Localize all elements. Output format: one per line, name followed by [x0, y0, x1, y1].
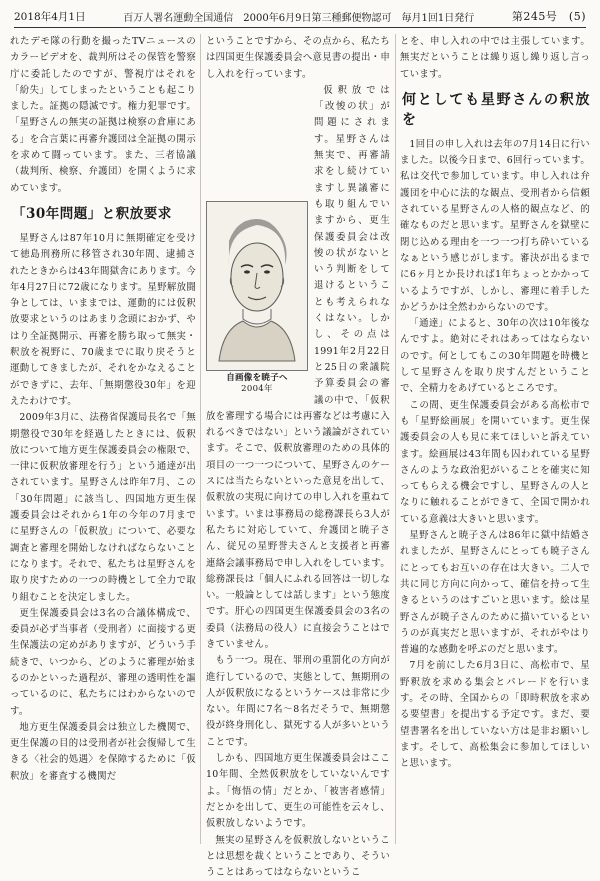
caption-year: 2004年	[241, 383, 273, 394]
paragraph: もう一つ。現在、罪刑の重罰化の方向が進行しているので、実態として、無期刑の人が仮釈放になるというケースは非常に少ない。年間に7名〜8名だそうで、無期懲役が終身刑化し、獄死する人が多いということです。	[206, 655, 390, 748]
column-divider	[395, 34, 396, 844]
paragraph: 更生保護委員会は3名の合議体構成で、委員が必ず当事者（受刑者）に面接する更生保護法の定めがありますが、どういう手続きで、いつから、どのように審理が始まるのかといった過程が、審理の透明性を謳っているのに、私たちにはわからないのです。	[10, 607, 196, 717]
page-number: (5)	[568, 10, 586, 23]
paragraph: 星野さんは87年10月に無期確定を受けて徳島刑務所に移管され30年間、逮捕されたときからは43年間獄舎にあります。今年4月27日に72歳になります。星野解放闘争としては、いままでは、運動的には仮釈放要求というのはあまり念頭におかず、やはり全証拠開示、再審を勝ち取って無実・釈放を視野に、70歳までに取り戻そうと運動してきましたが、それをかなえることができずに、去年、「無期懲役30年」を迎えたわけです。	[10, 232, 196, 407]
paragraph: れたデモ隊の行動を撮ったTVニュースのカラービデオを、裁判所はその保管を警察庁に委託したのですが、警視庁はそれを「紛失」してしまったということも起こりました。証拠の隠滅です。権力犯罪です。「星野さんの無実の証拠は検察の倉庫にある」を合言葉に再審弁護団は全証拠の開示を求めて闘っています。また、三者協議（裁判所、検察、弁護団）を開くように求めています。	[10, 36, 196, 194]
paragraph: この間、更生保護委員会がある高松市でも「星野絵画展」を開いています。更生保護委員会の人も見に来てほしいと訴えています。絵画展は43年間も囚われている星野さんのような政治犯がいることを確実に知ってもらえる機会ですし、星野さんの人となりに触れることができて、全国で開かれている意義は大きいと思います。	[400, 399, 590, 525]
publication-info: 百万人署名運動全国通信 2000年6月9日第三種郵便物認可 毎月1回1日発行	[123, 12, 475, 24]
issue-number	[512, 8, 586, 24]
paragraph: 無実の星野さんを仮釈放しないということは思想を裁くということであり、そういうことはあってはならないというこ	[206, 834, 390, 879]
paragraph: ということですから、その点から、私たちは四国更生保護委員会へ意見書の提出・申し入れを行っています。	[206, 36, 390, 80]
portrait-caption	[206, 373, 308, 395]
paragraph: しかも、四国地方更生保護委員会はここ10年間、全然仮釈放をしていないんですよ。「悔悟の情」だとか、「被害者感情」だとかを出して、更生の可能性を云々し、仮釈放しないようです。	[206, 753, 390, 830]
paragraph: 仮釈放では「改悛の状」が問題にされます。星野さんは無実で、再審請求をし続けていますし異議審にも取り組んでいますから、更生保護委員会は改悛の状がないという判断をして退けるということも考えられなくはない。しかし、その点は1991年2月22日と25日の衆議院予算委員会の審議の中で、「仮釈放を審理する場合には再審などは考慮に入れるべきではない」という議論がされています。そこで、仮釈放審理のための具体的項目の一つ一つについて、星野さんのケースには当たらないといった意見を出して、仮釈放の実現に向けての申し入れを重ねています。いまは事務局の総務課長ら3人が私たちに対応していて、弁護団と暁子さん、従兄の星野誉夫さんと支援者と再審連絡会議事務局で申し入れをしています。総務課長は「個人にふれる回答は一切しない。一般論としては話します」という態度です。肝心の四国更生保護委員会の3名の委員（法務局の役人）に直接会うことはできていません。	[206, 84, 390, 650]
column-2	[206, 34, 390, 879]
paragraph: 7月を前にした6月3日に、高松市で、星野釈放を求める集会とパレードを行います。その時、全国からの「即時釈放を求める要望書」を提出する予定です。まだ、要望書署名を出していない方は是非お願いします。そして、高松集会に参加してほしいと思います。	[400, 660, 590, 770]
self-portrait-image	[206, 201, 308, 371]
paragraph: 星野さんと暁子さんは86年に獄中結婚されましたが、星野さんにとっても暁子さんにとってもお互いの存在は大きい。二人で共に同じ方向に向かって、確信を持って生きるというのはすごいと思います。絵は星野さんが暁子さんのために描いているというのが真実だと思いますが、それがやはり普遍的な感動を呼ぶのだと思います。	[400, 530, 590, 656]
column-3	[400, 34, 590, 844]
issue-date: 2018年4月1日	[14, 10, 86, 23]
section-heading: 何としても星野さんの釈放を	[402, 91, 590, 128]
paragraph: 「通達」によると、30年の次は10年後なんですよ。絶対にそれはあってはならないのです。何としてもこの30年問題を時機として星野さんを取り戻すんだということで、全精力をあげているところです。	[400, 318, 590, 395]
paragraph: 2009年3月に、法務省保護局長名で「無期懲役で30年を経過したときには、仮釈放について地方更生保護委員会の権限で、一律に仮釈放審理を行う」という通達が出されています。星野さんは昨年7月、この「30年問題」に該当し、四国地方更生保護委員会はそれから1年の今年の7月までに星野さんの「仮釈放」について、必要な調査と審理を開始しなければならないことになります。それで、私たちは星野さんを取り戻すための一つの時機として全力で取り組むことを決定しました。	[10, 412, 196, 603]
page-header	[14, 5, 586, 28]
paragraph: とを、申し入れの中では主張しています。無実だということは繰り返し繰り返し言っています。	[400, 36, 590, 80]
paragraph: 地方更生保護委員会は独立した機関で、更生保護の目的は受刑者が社会復帰して生きる〈社会的処遇〉を保障するために「仮釈放」を審査する機関だ	[10, 721, 196, 782]
paragraph: 1回目の申し入れは去年の7月14日に行いました。以後今日まで、6回行っています。私は交代で参加しています。申し入れは弁護団を中心に法的な観点、受刑者から信頼されている星野さんの人格的観点など、的確なものだと思います。星野さんを獄壁に閉じ込める理由を一つ一つ打ち砕いているなぁという感じがします。審決が出るまでに6ヶ月とか長ければ1年ちょっとかかっているようですが、しかし、審理に着手したかどうかは全然わからないのです。	[400, 138, 590, 313]
section-heading: 「30年問題」と釈放要求	[12, 205, 172, 222]
caption-title: 自画像を暁子へ	[226, 372, 288, 383]
issue-no: 第245号	[511, 10, 558, 23]
portrait-figure	[206, 201, 308, 395]
column-divider	[200, 34, 201, 844]
column-1	[10, 34, 196, 844]
